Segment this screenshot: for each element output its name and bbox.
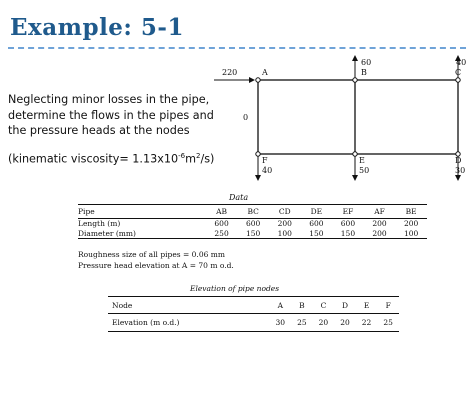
header-cell: A — [277, 300, 284, 310]
table-cell: Elevation (m o.d.) — [112, 318, 180, 327]
table-cell: 100 — [404, 228, 419, 238]
table-cell: 22 — [361, 318, 372, 327]
header-cell: F — [385, 300, 391, 310]
node-label-c: C — [455, 68, 462, 77]
header-cell: AF — [374, 207, 385, 216]
table-cell: 20 — [318, 318, 329, 327]
problem-statement: Neglecting minor losses in the pipe, determine the flows in the pipes and the pressure heads at the nodes — [8, 93, 214, 137]
table-cell: 200 — [372, 219, 387, 229]
node-d — [456, 152, 460, 156]
node-b — [353, 78, 357, 82]
node-label-b: B — [361, 68, 367, 77]
header-cell: Node — [112, 300, 133, 310]
junction-nodes — [256, 78, 460, 156]
table-cell: 600 — [246, 219, 261, 229]
table-cell: 150 — [246, 228, 261, 238]
table-cell: Length (m) — [78, 219, 121, 229]
table-cell: 30 — [275, 318, 286, 327]
pipe-data-table — [78, 204, 427, 239]
pressure-head-note: Pressure head elevation at A = 70 m o.d. — [78, 261, 234, 270]
table-cell: 25 — [383, 318, 393, 327]
outflow-f-value: 40 — [262, 166, 273, 175]
data-table-caption: Data — [229, 193, 249, 202]
table-row — [108, 314, 399, 332]
table-cell: 600 — [214, 219, 229, 229]
node-label-e: E — [359, 156, 365, 165]
node-c — [456, 78, 460, 82]
slide-title: Example: 5-1 — [10, 14, 184, 41]
roughness-note: Roughness size of all pipes = 0.06 mm — [78, 250, 225, 259]
table-cell: 100 — [277, 228, 292, 238]
header-cell: BC — [247, 207, 259, 216]
table-cell: 150 — [309, 228, 324, 238]
outflow-c-value: 40 — [456, 58, 467, 67]
header-cell: EF — [342, 207, 354, 216]
table-header-row — [108, 297, 399, 314]
table-cell: 200 — [277, 219, 292, 229]
node-e — [353, 152, 357, 156]
viscosity-suffix: /s) — [200, 152, 215, 166]
node-a — [256, 78, 260, 82]
header-cell: E — [363, 300, 370, 310]
header-cell: B — [299, 300, 305, 310]
viscosity-exponent: -6 — [178, 152, 186, 160]
node-label-a: A — [262, 68, 268, 77]
inflow-value: 220 — [222, 68, 238, 77]
table-cell: 200 — [404, 219, 419, 229]
table-cell: 200 — [372, 228, 387, 238]
node-label-d: D — [455, 156, 462, 165]
table-header-row — [78, 205, 427, 219]
pipe-loops — [258, 80, 458, 154]
table-cell: 600 — [309, 219, 324, 229]
node-label-f: F — [262, 156, 268, 165]
header-cell: D — [341, 300, 348, 310]
table-row — [78, 219, 427, 229]
outflow-d-value: 30 — [455, 166, 466, 175]
elevation-table-caption: Elevation of pipe nodes — [190, 284, 280, 293]
viscosity-prefix: (kinematic viscosity= 1.13x10 — [8, 152, 179, 166]
table-cell: Diameter (mm) — [78, 228, 136, 238]
table-row — [78, 229, 427, 239]
header-cell: BE — [405, 207, 417, 216]
table-cell: 250 — [214, 228, 229, 238]
header-cell: CD — [278, 207, 291, 216]
stray-label: 0 — [243, 113, 249, 122]
outflow-b-value: 60 — [361, 58, 372, 67]
outflow-e-value: 50 — [359, 166, 370, 175]
header-cell: DE — [310, 207, 323, 216]
header-cell: Pipe — [78, 207, 95, 216]
viscosity-unit: m — [185, 152, 196, 166]
table-cell: 25 — [297, 318, 307, 327]
header-cell: C — [320, 300, 327, 310]
table-cell: 600 — [340, 219, 356, 229]
node-f — [256, 152, 260, 156]
viscosity-unit-exponent: 2 — [195, 152, 201, 160]
pipe-network-diagram — [0, 0, 474, 200]
node-elevation-table — [108, 296, 399, 332]
table-cell: 20 — [340, 318, 350, 327]
table-cell: 150 — [340, 228, 356, 238]
header-cell: AB — [216, 207, 228, 216]
